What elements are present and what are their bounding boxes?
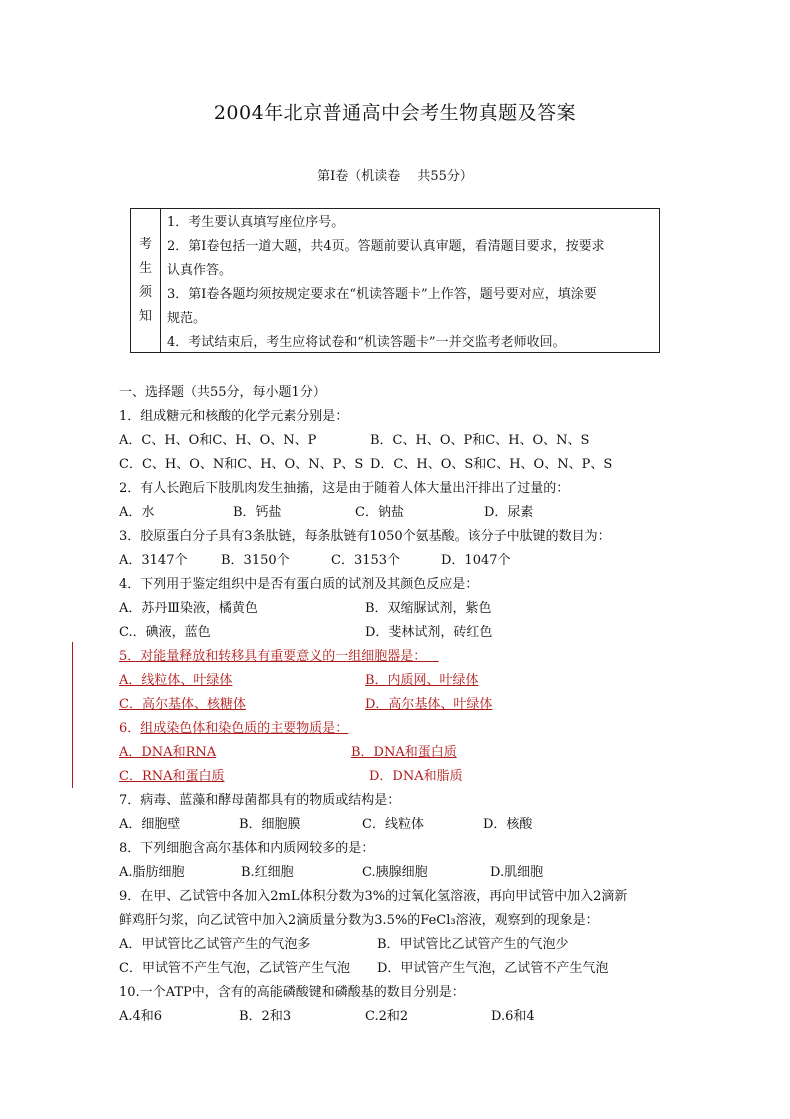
option-b: B．2和3 [239,1009,292,1024]
question-stem: 10.一个ATP中，含有的高能磷酸键和磷酸基的数目分别是： [119,985,465,1000]
option-row [119,597,679,621]
question-stem: 8．下列细胞含高尔基体和内质网较多的是： [119,841,375,856]
option-row [119,933,679,957]
notice-box [130,208,660,353]
option-d: D．甲试管产生气泡，乙试管不产生气泡 [377,961,609,976]
option-d: D．1047个 [441,553,511,568]
option-a: A．细胞壁 [119,817,181,832]
option-row [119,813,679,837]
notice-item: 规范。 [167,311,207,326]
option-row [119,501,679,525]
revision-bar [72,642,73,788]
question-stem [119,645,679,669]
option-b: B．DNA和蛋白质 [351,745,457,760]
option-c: C．线粒体 [362,817,424,832]
question-stem: 3．胶原蛋白分子具有3条肽链，每条肽链有1050个氨基酸。该分子中肽键的数目为： [119,529,611,544]
option-b: B．甲试管比乙试管产生的气泡少 [377,937,569,952]
option-a: A．C、H、O和C、H、O、N、P [119,433,317,448]
option-c: C.2和2 [365,1009,409,1024]
notice-heading [131,209,161,352]
option-a: A．苏丹Ⅲ染液，橘黄色 [119,601,258,616]
question-stem: 9．在甲、乙试管中各加入2mL体积分数为3%的过氧化氢溶液，再向甲试管中加入2滴新 [119,889,628,904]
option-a: A．3147个 [119,553,188,568]
question-number: 6． [119,721,141,736]
notice-heading-char: 知 [138,308,152,324]
section-heading: 一、选择题（共55分，每小题1分） [119,385,326,400]
option-a: A．线粒体、叶绿体 [119,673,233,688]
option-row [119,1005,679,1029]
section-subtitle: 第Ⅰ卷（机读卷 共55分） [317,169,473,184]
option-d: D．斐林试剂，砖红色 [365,625,493,640]
option-a: A．水 [119,505,155,520]
option-d: D．尿素 [484,505,534,520]
question-stem: 2．有人长跑后下肢肌肉发生抽搐，这是由于随着人体大量出汗排出了过量的： [119,481,570,496]
option-b: B．内质网、叶绿体 [365,673,479,688]
option-c: C．C、H、O、N和C、H、O、N、P、S [119,457,364,472]
question-stem: 4．下列用于鉴定组织中是否有蛋白质的试剂及其颜色反应是： [119,577,479,592]
option-b: B．3150个 [221,553,290,568]
notice-item: 2．第Ⅰ卷包括一道大题，共4页。答题前要认真审题，看清题目要求，按要求 [167,239,605,254]
notice-heading-char: 生 [138,260,152,276]
notice-item: 认真作答。 [167,263,233,278]
question-stem: 1．组成糖元和核酸的化学元素分别是： [119,409,349,424]
revised-text: 5．对能量释放和转移具有重要意义的一组细胞器是： [119,649,427,664]
option-a: A.脂肪细胞 [119,865,185,880]
option-row [119,549,679,573]
option-c: C．高尔基体、核糖体 [119,697,246,712]
option-row [119,429,679,453]
notice-item: 4．考试结束后，考生应将试卷和“机读答题卡”一并交监考老师收回。 [167,335,566,350]
notice-item: 1．考生要认真填写座位序号。 [167,215,345,230]
notice-heading-char: 须 [138,284,152,300]
option-row [119,453,679,477]
revised-text: 组成染色体和染色质的主要物质是： [140,721,349,736]
option-row [119,693,679,717]
option-a: A．DNA和RNA [119,745,217,760]
question-stem [119,717,679,741]
option-b: B．细胞膜 [239,817,301,832]
option-b: B．双缩脲试剂，紫色 [365,601,492,616]
option-c: C.胰腺细胞 [362,865,428,880]
option-d: D．DNA和脂质 [369,769,463,784]
option-row [119,621,679,645]
option-c: C．钠盐 [355,505,404,520]
option-b: B．钙盐 [233,505,282,520]
option-row [119,765,679,789]
option-d: D．C、H、O、S和C、H、O、N、P、S [370,457,613,472]
option-d: D.6和4 [491,1009,535,1024]
question-list [119,381,679,1029]
option-a: A．甲试管比乙试管产生的气泡多 [119,937,311,952]
option-c: C．3153个 [331,553,401,568]
option-c: C．RNA和蛋白质 [119,769,225,784]
page-title: 2004年北京普通高中会考生物真题及答案 [213,102,577,124]
option-b: B.红细胞 [241,865,294,880]
option-row [119,741,679,765]
option-c: C．甲试管不产生气泡，乙试管产生气泡 [119,961,350,976]
option-a: A.4和6 [119,1009,163,1024]
option-row [119,957,679,981]
option-row [119,669,679,693]
option-row [119,861,679,885]
notice-item: 3．第Ⅰ卷各题均须按规定要求在“机读答题卡”上作答，题号要对应，填涂要 [167,287,597,302]
option-d: D.肌细胞 [490,865,544,880]
notice-heading-char: 考 [138,236,152,252]
option-b: B．C、H、O、P和C、H、O、N、S [370,433,590,448]
question-stem-cont: 鲜鸡肝匀浆，向乙试管中加入2滴质量分数为3.5%的FeCl₃溶液，观察到的现象是： [119,913,599,928]
option-c: C.．碘液，蓝色 [119,625,211,640]
option-d: D．高尔基体、叶绿体 [365,697,493,712]
question-stem: 7．病毒、蓝藻和酵母菌都具有的物质或结构是： [119,793,401,808]
option-d: D．核酸 [483,817,533,832]
notice-list [161,209,659,352]
